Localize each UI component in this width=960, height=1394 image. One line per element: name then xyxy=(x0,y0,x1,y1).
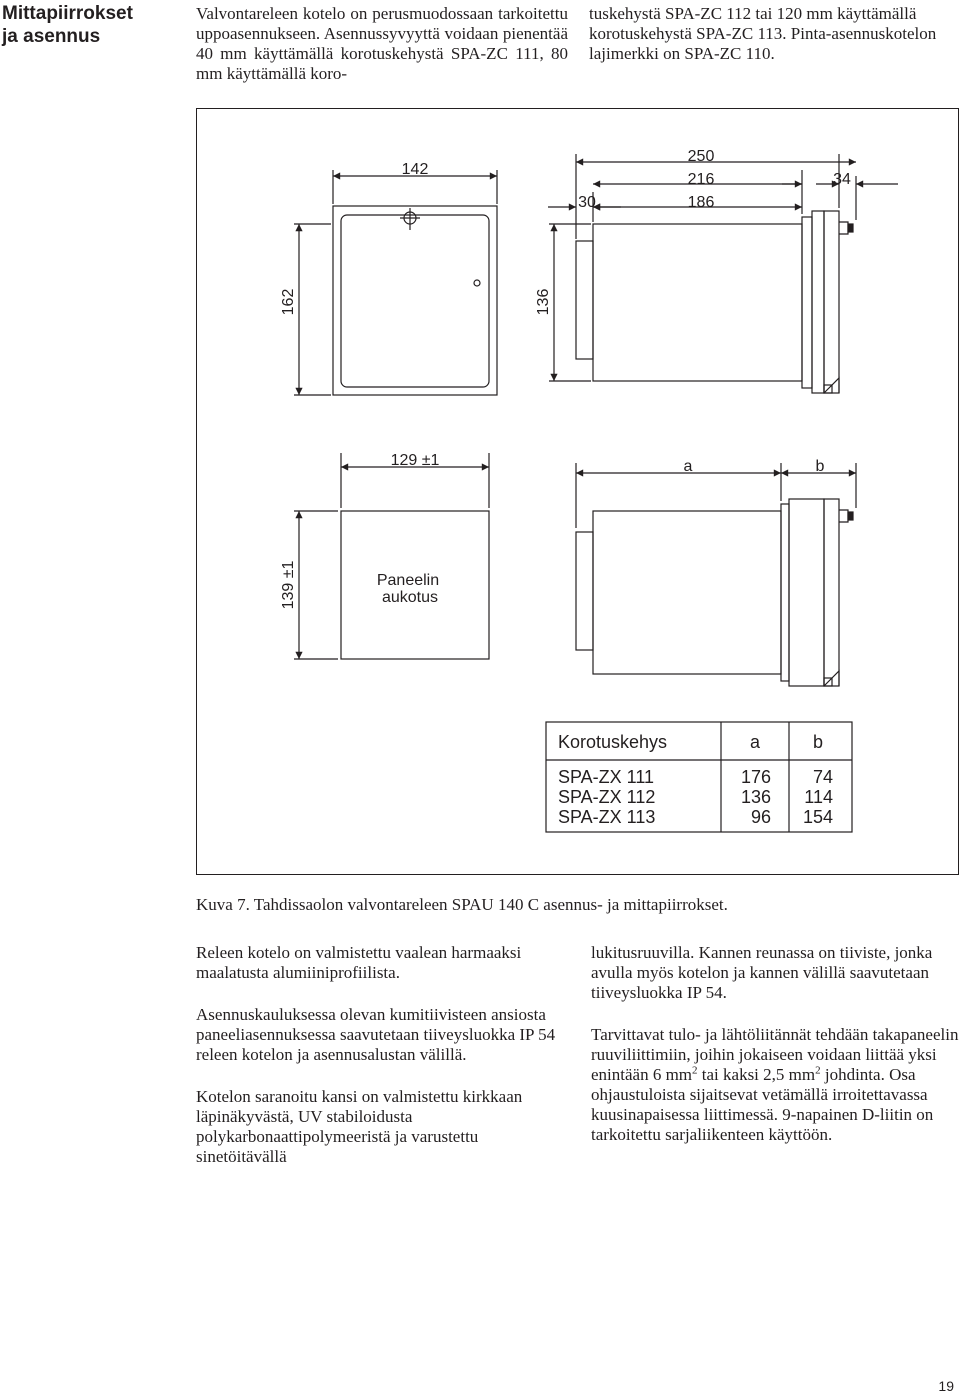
mounted-side-view xyxy=(576,499,853,686)
side-dimensions xyxy=(548,154,898,239)
cutout-label-line2: aukotus xyxy=(381,589,439,606)
table-header-frame: Korotuskehys xyxy=(558,732,668,752)
label-a: a xyxy=(683,458,693,475)
label-216: 216 xyxy=(687,171,715,188)
body-text: johdinta. Osa ohjaustuloista sijaitsevat vetämällä irroitettavassa kuusinapaisessa liittimessä. 9-napainen D-liitin on tarkoitettu sarjaliikenteen käyttöön. xyxy=(591,1065,934,1144)
raising-frame xyxy=(781,504,789,681)
body-text: Tarvittavat tulo- ja lähtöliitännät tehdään takapaneelin ruuviliittimiin, joihin jokaiseen voidaan liittää yksi enintään 6 mm xyxy=(591,1025,959,1084)
body-column-left xyxy=(196,943,566,1167)
cover-latch-icon xyxy=(474,280,480,286)
label-250: 250 xyxy=(687,148,715,165)
body-text: tai kaksi 2,5 mm xyxy=(697,1065,816,1084)
mounting-collar xyxy=(802,217,812,388)
body-paragraph: Asennuskauluksessa olevan kumitiivisteen ansiosta paneeliasennuksessa saavutetaan tiiveysluokka IP 54 releen kotelon ja asennusalustan välillä. xyxy=(196,1005,556,1064)
rear-connector-block xyxy=(576,241,593,359)
body-paragraph: Releen kotelo on valmistettu vaalean harmaaksi maalatusta alumiiniprofiilista. xyxy=(196,943,522,982)
intro-paragraph-right xyxy=(589,4,959,64)
body-paragraph xyxy=(591,1025,959,1145)
cover-profile xyxy=(824,211,839,393)
intro-text-left: Valvontareleen kotelo on perusmuodossaan tarkoitettu uppoasennukseen. Asennussyvyyttä voidaan pienentää 40 mm käyttämällä korotuskehystä SPA-ZC 111, 80 mm käyttämällä koro- xyxy=(196,4,568,83)
dimension-162 xyxy=(294,224,331,395)
label-b: b xyxy=(815,458,825,475)
superscript: 2 xyxy=(815,1064,821,1077)
table-header-a: a xyxy=(749,732,761,752)
table-cell-b: 114 xyxy=(804,787,833,807)
table-cell-name: SPA-ZX 112 xyxy=(558,787,656,807)
table-cell-a: 136 xyxy=(740,787,771,807)
label-136: 136 xyxy=(535,288,552,316)
intro-paragraph-left xyxy=(196,4,568,84)
relay-body-2 xyxy=(593,511,781,674)
front-bezel xyxy=(812,211,824,393)
side-view xyxy=(576,211,853,393)
dimension-a-b xyxy=(576,463,856,528)
intro-text-right: tuskehystä SPA-ZC 112 tai 120 mm käyttämällä korotuskehystä SPA-ZC 113. Pinta-asennuskotelon lajimerkki on SPA-ZC 110. xyxy=(589,4,937,63)
seal-knob xyxy=(839,222,848,234)
body-column-right xyxy=(591,943,959,1145)
body-paragraph: lukitusruuvilla. Kannen reunassa on tiiviste, jonka avulla myös kotelon ja kannen välillä saavutetaan tiiveysluokka IP 54. xyxy=(591,943,933,1002)
cover-profile-2 xyxy=(824,499,839,686)
cutout-label-line1: Paneelin xyxy=(376,572,440,589)
front-cover-inner xyxy=(341,215,489,387)
label-139: 139 ±1 xyxy=(280,560,297,610)
dimension-drawing xyxy=(196,108,959,875)
figure-caption: Kuva 7. Tahdissaolon valvontareleen SPAU 140 C asennus- ja mittapiirrokset. xyxy=(196,895,728,914)
label-30: 30 xyxy=(578,194,596,211)
table-cell-name: SPA-ZX 111 xyxy=(558,767,655,787)
table-cell-b: 74 xyxy=(812,767,833,787)
section-heading-line2: ja asennus xyxy=(2,26,101,47)
section-heading xyxy=(2,2,177,48)
table-header-b: b xyxy=(812,732,824,752)
superscript: 2 xyxy=(692,1064,698,1077)
label-34: 34 xyxy=(833,171,851,188)
front-view xyxy=(333,206,497,395)
panel-cutout xyxy=(294,453,489,659)
rear-connector-block-2 xyxy=(576,532,593,650)
table-cell-a: 96 xyxy=(750,807,771,827)
table-cell-name: SPA-ZX 113 xyxy=(558,807,656,827)
bezel-2 xyxy=(789,499,824,686)
dimension-136 xyxy=(549,224,591,381)
table-cell-b: 154 xyxy=(802,807,833,827)
front-housing-outer xyxy=(333,206,497,395)
label-162: 162 xyxy=(280,288,297,316)
section-heading-line1: Mittapiirrokset xyxy=(2,3,133,24)
body-paragraph: Kotelon saranoitu kansi on valmistettu kirkkaan läpinäkyvästä, UV stabiloidusta polykarbonaattipolymeeristä ja varustettu sinetöitävällä xyxy=(196,1087,523,1166)
relay-body xyxy=(593,224,802,381)
label-129: 129 ±1 xyxy=(390,452,440,469)
page-number: 19 xyxy=(938,1378,954,1394)
label-142: 142 xyxy=(401,161,429,178)
label-186: 186 xyxy=(687,194,715,211)
table-cell-a: 176 xyxy=(740,767,771,787)
